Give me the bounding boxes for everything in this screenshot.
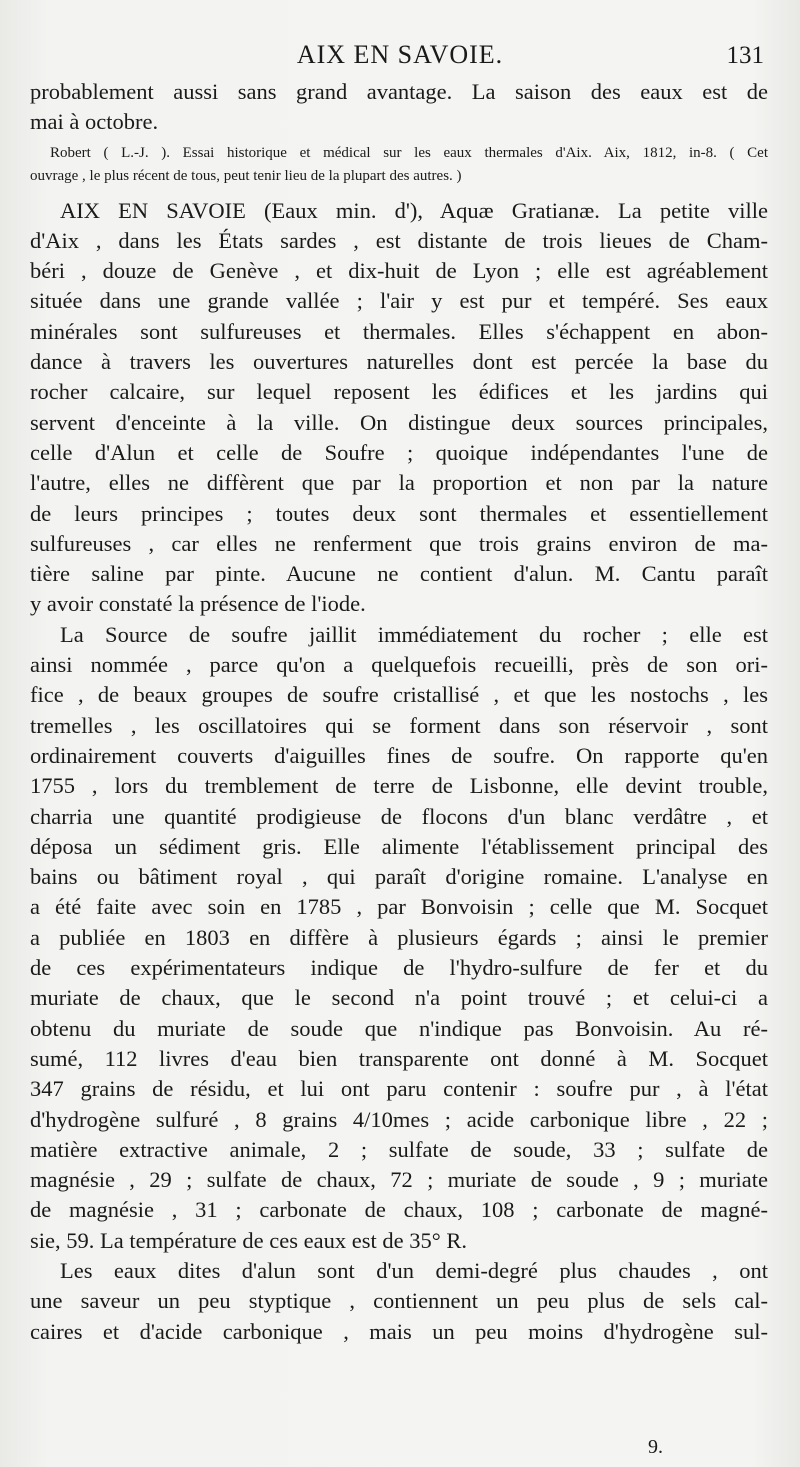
intro-paragraph — [30, 77, 768, 138]
text-line: La Source de soufre jaillit immédiatement du rocher ; elle est — [60, 621, 768, 647]
paragraph-eaux-d-alun — [30, 1256, 768, 1347]
text-body — [30, 77, 768, 1347]
text-line: béri , douze de Genève , et dix-huit de Lyon ; elle est agréablement — [30, 258, 768, 284]
text-line: tière saline par pinte. Aucune ne contient d'alun. M. Cantu paraît — [30, 561, 768, 587]
text-line: muriate de chaux, que le second n'a point trouvé ; et celui-ci a — [30, 985, 768, 1011]
running-title: AIX EN SAVOIE. — [296, 40, 504, 69]
text-line: AIX EN SAVOIE (Eaux min. d'), Aquæ Gratianæ. La petite ville — [60, 197, 768, 223]
text-line: bains ou bâtiment royal , qui paraît d'origine romaine. L'analyse en — [30, 864, 768, 890]
paragraph-aix-en-savoie — [30, 196, 768, 620]
text-line: a été faite avec soin en 1785 , par Bonvoisin ; celle que M. Socquet — [30, 894, 768, 920]
text-line: dance à travers les ouvertures naturelles dont est percée la base du — [30, 349, 768, 375]
text-line: d'Aix , dans les États sardes , est distante de trois lieues de Cham- — [30, 227, 768, 253]
text-line: 1755 , lors du tremblement de terre de Lisbonne, elle devint trouble, — [30, 773, 768, 799]
text-line: minérales sont sulfureuses et thermales. Elles s'échappent en abon- — [30, 318, 768, 344]
bibliographic-note — [30, 142, 768, 188]
text-line: sie, 59. La température de ces eaux est de 35° R. — [30, 1227, 467, 1253]
text-line: 347 grains de résidu, et lui ont paru contenir : soufre pur , à l'état — [30, 1076, 768, 1102]
paragraph-source-de-soufre — [30, 620, 768, 1256]
text-line: ainsi nommée , parce qu'on a quelquefois recueilli, près de son ori- — [30, 652, 768, 678]
text-line: ordinairement couverts d'aiguilles fines de soufre. On rapporte qu'en — [30, 742, 768, 768]
text-line: probablement aussi sans grand avantage. La saison des eaux est de — [30, 79, 768, 104]
text-line: tremelles , les oscillatoires qui se forment dans son réservoir , sont — [30, 712, 768, 738]
note-line: Robert ( L.-J. ). Essai historique et médical sur les eaux thermales d'Aix. Aix, 1812, in-8. ( Cet — [50, 144, 768, 161]
text-line: de ces expérimentateurs indique de l'hydro-sulfure de fer et du — [30, 955, 768, 981]
text-line: l'autre, elles ne diffèrent que par la proportion et non par la nature — [30, 470, 768, 496]
page-number: 131 — [726, 42, 764, 69]
text-line: charria une quantité prodigieuse de flocons d'un blanc verdâtre , et — [30, 803, 768, 829]
text-line: Les eaux dites d'alun sont d'un demi-degré plus chaudes , ont — [60, 1257, 768, 1283]
text-line: rocher calcaire, sur lequel reposent les édifices et les jardins qui — [30, 379, 768, 405]
text-line: caires et d'acide carbonique , mais un peu moins d'hydrogène sul- — [30, 1318, 768, 1344]
text-line: située dans une grande vallée ; l'air y est pur et tempéré. Ses eaux — [30, 288, 768, 314]
text-line: celle d'Alun et celle de Soufre ; quoique indépendantes l'une de — [30, 439, 768, 465]
signature-mark: 9. — [648, 1436, 663, 1458]
text-line: une saveur un peu styptique , contiennent un peu plus de sels cal- — [30, 1288, 768, 1314]
text-line: sulfureuses , car elles ne renferment que trois grains environ de ma- — [30, 530, 768, 556]
note-line: ouvrage , le plus récent de tous, peut tenir lieu de la plupart des autres. ) — [30, 167, 462, 184]
text-line: sumé, 112 livres d'eau bien transparente ont donné à M. Socquet — [30, 1045, 768, 1071]
running-head — [0, 40, 800, 80]
text-line: de magnésie , 31 ; carbonate de chaux, 108 ; carbonate de magné- — [30, 1197, 768, 1223]
text-line: fice , de beaux groupes de soufre cristallisé , et que les nostochs , les — [30, 682, 768, 708]
text-line: déposa un sédiment gris. Elle alimente l'établissement principal des — [30, 833, 768, 859]
text-line: d'hydrogène sulfuré , 8 grains 4/10mes ; acide carbonique libre , 22 ; — [30, 1106, 768, 1132]
text-line: magnésie , 29 ; sulfate de chaux, 72 ; muriate de soude , 9 ; muriate — [30, 1167, 768, 1193]
text-line: a publiée en 1803 en diffère à plusieurs égards ; ainsi le premier — [30, 924, 768, 950]
text-line: obtenu du muriate de soude que n'indique pas Bonvoisin. Au ré- — [30, 1015, 768, 1041]
text-line: de leurs principes ; toutes deux sont thermales et essentiellement — [30, 500, 768, 526]
text-line: matière extractive animale, 2 ; sulfate de soude, 33 ; sulfate de — [30, 1136, 768, 1162]
text-line: servent d'enceinte à la ville. On distingue deux sources principales, — [30, 409, 768, 435]
text-line: mai à octobre. — [30, 109, 159, 135]
text-line: y avoir constaté la présence de l'iode. — [30, 591, 366, 617]
